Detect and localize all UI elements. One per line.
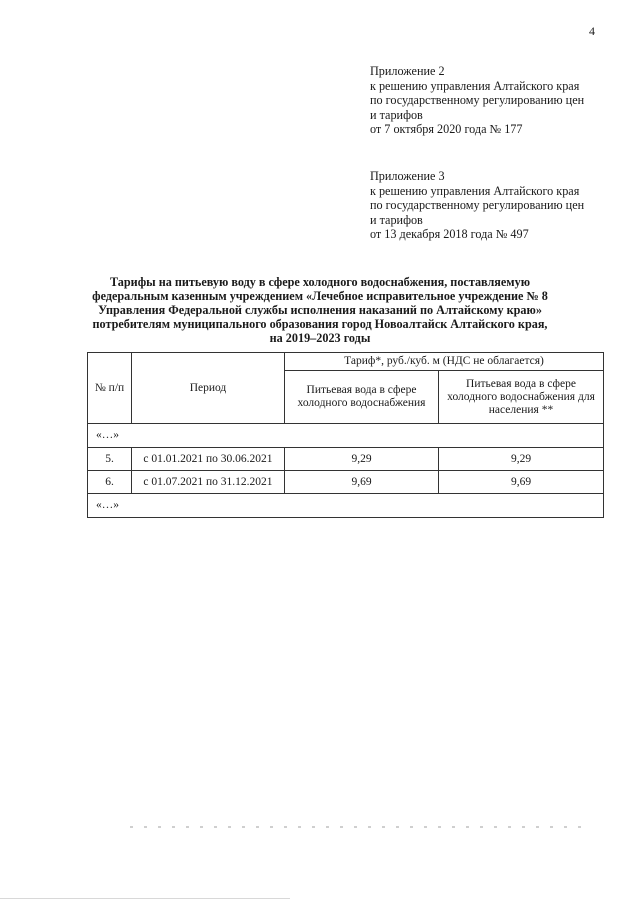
header-tariff-population: Питьевая вода в сфере холодного водоснабжения для населения **	[439, 371, 604, 424]
table-row	[88, 471, 604, 494]
header-tariff: Тариф*, руб./куб. м (НДС не облагается)	[285, 353, 604, 371]
row-tariff-general: 9,29	[285, 448, 439, 471]
document-title	[70, 275, 570, 345]
appendix-2-line: Приложение 2	[370, 64, 445, 78]
appendix-3-line: по государственному регулированию цен	[370, 198, 585, 212]
header-num: № п/п	[88, 353, 132, 424]
appendix-3-line: от 13 декабря 2018 года № 497	[370, 227, 529, 241]
appendix-2-line: от 7 октября 2020 года № 177	[370, 122, 523, 136]
appendix-2-line: к решению управления Алтайского края	[370, 78, 580, 93]
ellipsis-cell: «…»	[88, 424, 604, 448]
title-line: федеральным казенным учреждением «Лечебное исправительное учреждение № 8	[92, 289, 548, 303]
row-period: с 01.07.2021 по 31.12.2021	[132, 471, 285, 494]
appendix-3-line: и тарифов	[370, 212, 423, 227]
appendix-2-line: и тарифов	[370, 107, 423, 122]
row-num: 6.	[88, 471, 132, 494]
table-ellipsis-row	[88, 494, 604, 518]
appendix-2-block	[370, 64, 620, 137]
table-row	[88, 448, 604, 471]
table-ellipsis-row	[88, 424, 604, 448]
row-num: 5.	[88, 448, 132, 471]
appendix-3-line: Приложение 3	[370, 169, 445, 183]
appendix-3-block	[370, 169, 620, 242]
header-tariff-general: Питьевая вода в сфере холодного водоснабжения	[285, 371, 439, 424]
scan-artifact	[0, 898, 290, 899]
ellipsis-cell: «…»	[88, 494, 604, 518]
appendix-2-line: по государственному регулированию цен	[370, 93, 585, 107]
row-tariff-population: 9,29	[439, 448, 604, 471]
title-line: Управления Федеральной службы исполнения наказаний по Алтайскому краю»	[98, 303, 542, 317]
page-number: 4	[589, 24, 595, 38]
row-tariff-general: 9,69	[285, 471, 439, 494]
row-period: с 01.01.2021 по 30.06.2021	[132, 448, 285, 471]
title-line: на 2019–2023 годы	[269, 331, 371, 345]
row-tariff-population: 9,69	[439, 471, 604, 494]
table-header-row	[88, 353, 604, 371]
title-line: Тарифы на питьевую воду в сфере холодного водоснабжения, поставляемую	[109, 275, 531, 289]
title-line: потребителям муниципального образования город Новоалтайск Алтайского края,	[92, 317, 548, 331]
scan-artifact	[130, 826, 590, 828]
appendix-3-line: к решению управления Алтайского края	[370, 183, 580, 198]
header-period: Период	[132, 353, 285, 424]
tariff-table	[87, 352, 604, 518]
